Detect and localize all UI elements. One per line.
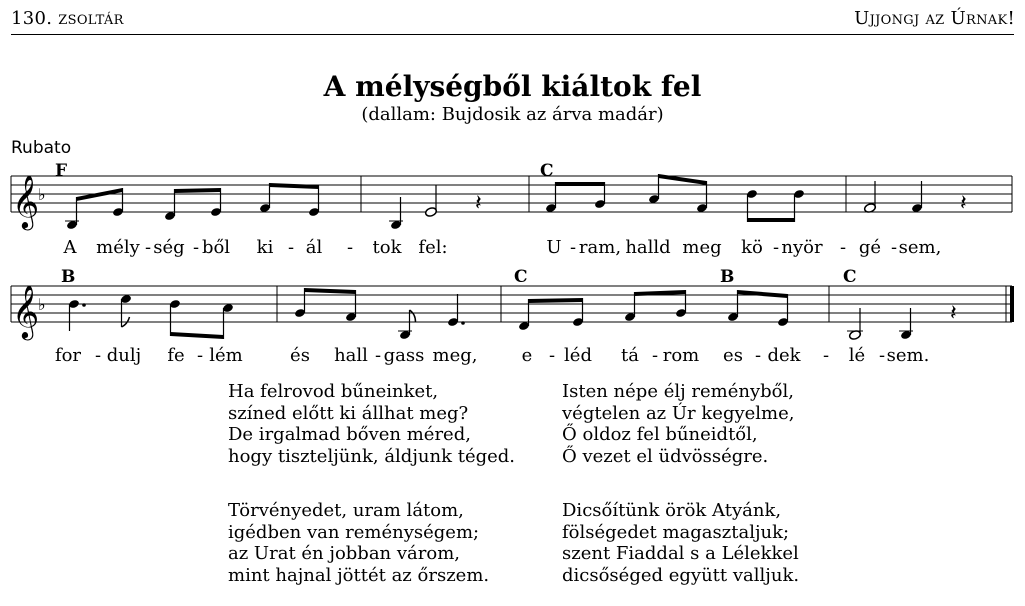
lyric-hyphen: - bbox=[94, 345, 102, 366]
chord-symbol: C bbox=[514, 267, 528, 287]
lyric-syllable: léd bbox=[564, 345, 592, 366]
lyric-syllable: rom bbox=[662, 345, 700, 366]
staff-lines-1 bbox=[11, 176, 1012, 212]
lyric-hyphen: - bbox=[839, 237, 847, 258]
verse-line: hogy tiszteljünk, áldjunk téged. bbox=[228, 445, 516, 467]
lyric-hyphen: - bbox=[144, 237, 152, 258]
lyric-hyphen: - bbox=[196, 345, 204, 366]
verse-line: dicsőséged együtt valljuk. bbox=[562, 564, 800, 586]
quarter-rest-icon: 𝄽 bbox=[475, 191, 482, 216]
lyric-syllable: nyör bbox=[781, 237, 823, 258]
lyric-syllable: gass bbox=[383, 345, 425, 366]
chord-symbol: F bbox=[55, 161, 68, 181]
lyric-syllable: ram, bbox=[578, 237, 622, 258]
verse-line: De irgalmad bőven méred, bbox=[228, 424, 471, 445]
lyric-syllable: és bbox=[290, 345, 310, 366]
lyric-hyphen: - bbox=[374, 345, 382, 366]
lyrics-line-1 bbox=[63, 237, 942, 258]
quarter-rest-icon: 𝄽 bbox=[950, 301, 957, 326]
stanza-3 bbox=[562, 381, 795, 467]
lyric-syllable: U bbox=[546, 237, 562, 258]
lyric-syllable: halld bbox=[625, 237, 671, 258]
notes-system-2 bbox=[68, 288, 957, 340]
lyric-syllable: lé bbox=[848, 345, 866, 366]
beam bbox=[305, 288, 356, 294]
beam bbox=[171, 332, 224, 339]
verse-line: Ha felrovod bűneinket, bbox=[228, 381, 439, 402]
stanza-2 bbox=[228, 381, 515, 467]
lyric-syllable: e bbox=[521, 345, 533, 366]
lyric-syllable: ség bbox=[153, 237, 185, 258]
lyric-syllable: hall bbox=[334, 345, 368, 366]
lyric-syllable: gé bbox=[858, 237, 882, 258]
lyric-hyphen: - bbox=[878, 345, 886, 366]
verse-line: Ő oldoz fel bűneidtől, bbox=[562, 424, 758, 445]
key-flat-icon: ♭ bbox=[38, 295, 46, 314]
final-barline bbox=[1010, 286, 1014, 322]
lyric-syllable: dek bbox=[767, 345, 801, 366]
verse-line: igédben van reménységem; bbox=[228, 521, 480, 543]
hymn-title: A mélységből kiáltok fel bbox=[323, 70, 702, 103]
quarter-rest-icon: 𝄽 bbox=[960, 191, 967, 216]
lyric-syllable: lém bbox=[209, 345, 243, 366]
lyric-syllable: sem, bbox=[898, 237, 942, 258]
verse-line: Dicsőítünk örök Atyánk, bbox=[562, 500, 782, 521]
lyric-hyphen: - bbox=[287, 237, 295, 258]
chord-symbol: C bbox=[843, 267, 857, 287]
chord-symbol: C bbox=[540, 161, 554, 181]
staff-system-1 bbox=[11, 161, 1012, 258]
beam bbox=[270, 183, 319, 189]
lyric-syllable: fe bbox=[167, 345, 185, 366]
lyric-hyphen: - bbox=[346, 237, 354, 258]
lyric-syllable: fel: bbox=[418, 237, 448, 258]
lyric-hyphen: - bbox=[754, 345, 762, 366]
tempo-marking: Rubato bbox=[11, 138, 72, 158]
lyric-syllable: sem. bbox=[886, 345, 930, 366]
lyric-hyphen: - bbox=[651, 345, 659, 366]
lyric-syllable: es bbox=[723, 345, 743, 366]
page-header-left: 130. zsoltár bbox=[11, 8, 124, 29]
verse-line: szent Fiaddal s a Lélekkel bbox=[562, 543, 799, 564]
lyric-syllable: meg, bbox=[432, 345, 478, 366]
note-flag bbox=[410, 310, 416, 322]
lyric-syllable: ből bbox=[201, 237, 231, 258]
lyric-hyphen: - bbox=[569, 237, 577, 258]
lyric-hyphen: - bbox=[890, 237, 898, 258]
notes-system-1 bbox=[65, 174, 967, 230]
verse-line: Törvényedet, uram látom, bbox=[228, 500, 464, 521]
verse-line: színed előtt ki állhat meg? bbox=[228, 402, 469, 424]
verse-line: Isten népe élj reményből, bbox=[562, 381, 794, 402]
lyric-syllable: tá bbox=[621, 345, 639, 366]
treble-clef-icon: 𝄞 bbox=[12, 174, 40, 228]
lyric-hyphen: - bbox=[548, 345, 556, 366]
lyric-syllable: ki bbox=[256, 237, 274, 258]
stanza-4 bbox=[228, 500, 489, 586]
verse-line: mint hajnal jöttét az őrszem. bbox=[228, 564, 490, 586]
dot bbox=[461, 321, 465, 325]
lyric-syllable: A bbox=[63, 237, 77, 258]
beam bbox=[556, 182, 605, 186]
hymn-subtitle: (dallam: Bujdosik az árva madár) bbox=[361, 104, 664, 125]
dot bbox=[82, 303, 86, 307]
chord-symbol: B bbox=[720, 267, 735, 287]
lyric-syllable: dulj bbox=[106, 345, 142, 366]
verse-line: Ő vezet el üdvösségre. bbox=[562, 445, 769, 467]
lyric-syllable: mély bbox=[96, 237, 140, 258]
beam bbox=[738, 290, 788, 298]
chord-symbol: B bbox=[61, 267, 76, 287]
verse-line: az Urat én jobban várom, bbox=[228, 543, 461, 564]
staff-lines-2 bbox=[11, 286, 1012, 322]
stanza-5 bbox=[562, 500, 799, 586]
key-flat-icon: ♭ bbox=[38, 185, 46, 204]
beam bbox=[175, 188, 221, 193]
beam bbox=[529, 298, 583, 303]
page-header-right: Ujjongj az Úrnak! bbox=[854, 8, 1015, 29]
lyric-hyphen: - bbox=[192, 237, 200, 258]
lyric-syllable: kö bbox=[741, 237, 763, 258]
beam bbox=[748, 218, 795, 222]
lyric-syllable: for bbox=[54, 345, 82, 366]
staff-system-2 bbox=[11, 267, 1014, 366]
lyric-hyphen: - bbox=[822, 345, 830, 366]
lyric-hyphen: - bbox=[772, 237, 780, 258]
lyric-syllable: meg bbox=[682, 237, 722, 258]
header-rule bbox=[11, 34, 1014, 35]
treble-clef-icon: 𝄞 bbox=[12, 284, 40, 338]
lyric-syllable: tok bbox=[372, 237, 402, 258]
lyrics-line-2 bbox=[55, 345, 929, 366]
verse-line: végtelen az Úr kegyelme, bbox=[562, 402, 795, 424]
lyric-syllable: ál bbox=[305, 237, 323, 258]
verse-line: fölségedet magasztaljuk; bbox=[562, 521, 790, 543]
music-score bbox=[0, 150, 1025, 370]
